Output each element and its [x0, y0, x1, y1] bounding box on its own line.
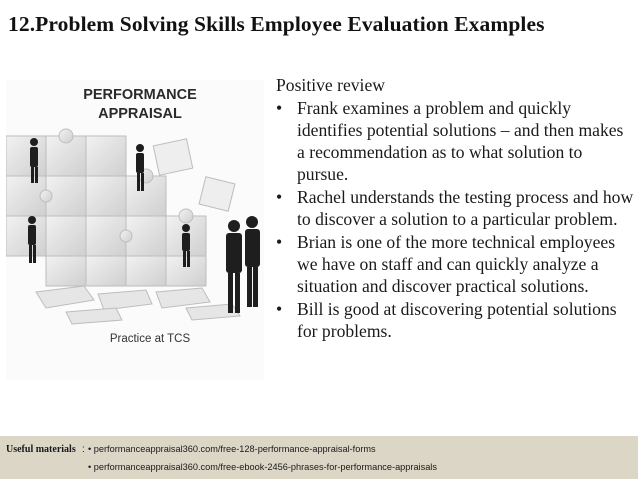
- appraisal-heading-line1: PERFORMANCE: [83, 87, 197, 103]
- list-item-text: Rachel understands the testing process and how to discover a solution to a particular problem.: [297, 187, 634, 229]
- list-item-text: Brian is one of the more technical employees we have on staff and can quickly analyze a situation and discover practical solutions.: [297, 232, 616, 296]
- list-item: [272, 231, 634, 297]
- bullet: •: [276, 232, 283, 252]
- list-item: [272, 186, 634, 230]
- footer-link-forms[interactable]: • performanceappraisal360.com/free-128-performance-appraisal-forms: [88, 444, 376, 454]
- review-heading: Positive review: [276, 75, 385, 95]
- list-item-text: Bill is good at discovering potential solutions for problems.: [297, 299, 617, 341]
- bullet: •: [276, 187, 283, 207]
- footer-separator: :: [82, 444, 85, 455]
- list-item: [272, 97, 634, 185]
- slide-title: 12.Problem Solving Skills Employee Evaluation Examples: [8, 12, 545, 36]
- footer-label: Useful materials: [6, 444, 76, 455]
- image-caption: Practice at TCS: [109, 333, 191, 345]
- bullet: •: [276, 98, 283, 118]
- footer-link-ebook[interactable]: • performanceappraisal360.com/free-ebook-2456-phrases-for-performance-appraisals: [88, 462, 437, 472]
- appraisal-heading-line2: APPRAISAL: [98, 106, 182, 122]
- review-panel: [272, 74, 634, 343]
- useful-materials-footer: [0, 436, 638, 479]
- performance-appraisal-image: [6, 80, 264, 380]
- list-item: [272, 298, 634, 342]
- list-item-text: Frank examines a problem and quickly identifies potential solutions – and then makes a recommendation as to what solution to pursue.: [297, 98, 624, 184]
- appraisal-heading: [76, 86, 204, 124]
- review-list: [272, 97, 634, 342]
- bullet: •: [276, 299, 283, 319]
